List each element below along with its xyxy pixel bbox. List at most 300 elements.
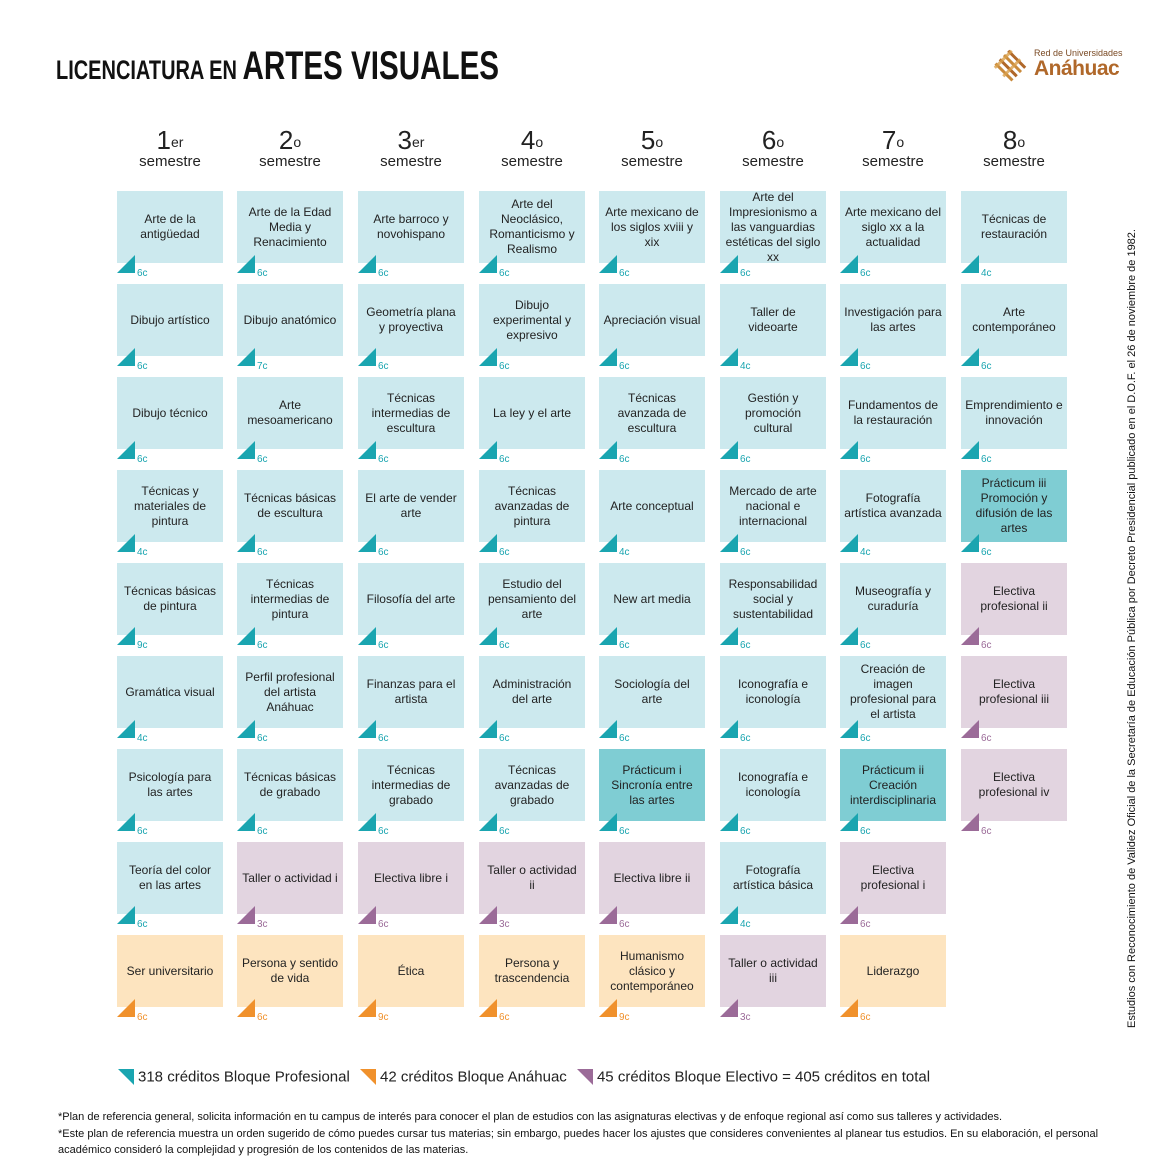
credit-value: 6c [981, 733, 992, 744]
course-name: Taller de videoarte [748, 305, 798, 334]
side-legal-text: Estudios con Reconocimiento de Validez Oficial de la Secretaría de Educación Pública por Decreto Presidencial publicado en el D.O.F. el 26 de noviembre de 1982. [1126, 229, 1138, 1028]
course-card [237, 749, 343, 821]
semester-ordinal-suffix: o [655, 134, 664, 150]
credit-value: 6c [499, 640, 510, 651]
course-card [599, 191, 705, 263]
credit-value: 6c [740, 733, 751, 744]
course-card [840, 284, 946, 356]
course-card [479, 935, 585, 1007]
credit-value: 6c [137, 454, 148, 465]
course-name: Dibujo artístico [130, 312, 210, 327]
credit-value: 6c [619, 361, 630, 372]
credit-marker-icon [237, 999, 255, 1017]
credit-marker-icon [479, 627, 497, 645]
legend-electivo: 45 créditos Bloque Electivo = 405 créditos en total [596, 1068, 931, 1086]
credit-value: 4c [740, 361, 751, 372]
credit-value: 6c [619, 919, 630, 930]
semester-header-7 [840, 125, 946, 171]
course-card [961, 377, 1067, 449]
credit-marker-icon [479, 813, 497, 831]
course-name: Humanismo clásico y contemporáneo [610, 948, 694, 993]
semester-number-value: 6 [761, 125, 777, 155]
course-name: Dibujo técnico [132, 405, 208, 420]
credit-value: 9c [137, 640, 148, 651]
page-title [56, 44, 499, 89]
credit-value: 6c [499, 733, 510, 744]
semester-label: semestre [742, 153, 804, 170]
course-card [479, 656, 585, 728]
course-card [840, 191, 946, 263]
credit-marker-icon [840, 627, 858, 645]
credit-value: 9c [619, 1012, 630, 1023]
course-card [479, 749, 585, 821]
course-card [237, 656, 343, 728]
credit-marker-icon [358, 720, 376, 738]
credit-value: 6c [499, 268, 510, 279]
credit-value: 6c [378, 826, 389, 837]
course-name: Técnicas avanzadas de pintura [494, 483, 570, 528]
semester-number [117, 125, 223, 155]
course-name: Museografía y curaduría [854, 584, 932, 613]
semester-number-value: 2 [278, 125, 294, 155]
course-name: Iconografía e iconología [737, 770, 809, 799]
credit-value: 6c [378, 454, 389, 465]
credit-value: 6c [499, 361, 510, 372]
credit-value: 6c [981, 361, 992, 372]
course-name: Creación de imagen profesional para el artista [849, 662, 937, 721]
credit-marker-icon [117, 813, 135, 831]
course-card [117, 470, 223, 542]
credit-value: 6c [619, 268, 630, 279]
course-name: Arte conceptual [610, 498, 694, 513]
semester-ordinal-suffix: er [171, 134, 184, 150]
credit-value: 4c [137, 547, 148, 558]
credit-marker-icon [720, 813, 738, 831]
course-card [358, 749, 464, 821]
course-card [961, 656, 1067, 728]
credit-value: 6c [137, 268, 148, 279]
course-name: La ley y el arte [492, 405, 572, 420]
credit-value: 6c [740, 640, 751, 651]
credit-marker-icon [840, 255, 858, 273]
course-name: Apreciación visual [603, 312, 701, 327]
credit-value: 6c [378, 268, 389, 279]
course-name: Técnicas avanzada de escultura [617, 390, 687, 435]
anahuac-logo [990, 44, 1123, 88]
credit-value: 6c [378, 640, 389, 651]
credit-marker-icon [358, 999, 376, 1017]
credit-value: 6c [499, 1012, 510, 1023]
semester-ordinal-suffix: o [1017, 134, 1026, 150]
course-name: Arte mesoamericano [247, 398, 333, 427]
footnote-1: *Plan de referencia general, solicita información en tu campus de interés para conocer el plan de estudios con las asignaturas electivas y de enfoque regional así como sus talleres y actividades. [58, 1111, 1003, 1123]
semester-label: semestre [259, 153, 321, 170]
credit-marker-icon [358, 441, 376, 459]
credit-value: 6c [981, 640, 992, 651]
course-card [237, 935, 343, 1007]
course-name: Administración del arte [492, 677, 572, 706]
course-name: Gestión y promoción cultural [744, 390, 802, 435]
semester-number [961, 125, 1067, 155]
credit-marker-icon [961, 534, 979, 552]
credit-value: 6c [499, 547, 510, 558]
credits-legend [118, 1068, 930, 1086]
course-card [720, 470, 826, 542]
course-name: Arte contemporáneo [972, 305, 1056, 334]
credit-value: 9c [378, 1012, 389, 1023]
credit-marker-icon [840, 813, 858, 831]
credit-marker-icon [358, 255, 376, 273]
course-card [840, 935, 946, 1007]
credit-value: 4c [137, 733, 148, 744]
credit-value: 3c [257, 919, 268, 930]
credit-marker-icon [720, 906, 738, 924]
credit-marker-icon [237, 813, 255, 831]
credit-value: 6c [257, 268, 268, 279]
credit-value: 6c [860, 826, 871, 837]
credit-marker-icon [358, 627, 376, 645]
course-card [479, 563, 585, 635]
semester-number [599, 125, 705, 155]
course-name: Electiva profesional iv [978, 770, 1050, 799]
course-card [358, 656, 464, 728]
semester-ordinal-suffix: o [776, 134, 785, 150]
course-name: Estudio del pensamiento del arte [487, 576, 577, 621]
course-name: Dibujo experimental y expresivo [492, 297, 572, 342]
credit-value: 7c [257, 361, 268, 372]
semester-number-value: 1 [156, 125, 171, 155]
credit-value: 6c [619, 640, 630, 651]
course-name: Técnicas básicas de escultura [243, 491, 337, 520]
credit-marker-icon [237, 720, 255, 738]
course-card [599, 749, 705, 821]
credit-value: 6c [619, 826, 630, 837]
credit-value: 6c [860, 640, 871, 651]
footnote-2: *Este plan de referencia muestra un orden sugerido de cómo puedes cursar tus materias; sin embargo, puedes hacer los ajustes que consideres convenientes al planear tus estudios. En su elaboración, el personal académico consideró la complejidad y progresión de los contenidos de las materias. [58, 1128, 1099, 1156]
course-name: Arte de la antigüedad [140, 212, 200, 241]
credit-value: 4c [619, 547, 630, 558]
credit-marker-icon [720, 348, 738, 366]
course-name: Técnicas básicas de pintura [123, 584, 217, 613]
course-name: Arte del Impresionismo a las vanguardias estéticas del siglo xx [725, 189, 821, 264]
credit-value: 6c [378, 361, 389, 372]
credit-marker-icon [599, 441, 617, 459]
course-name: Técnicas intermedias de escultura [371, 390, 451, 435]
course-card [720, 284, 826, 356]
credit-value: 6c [860, 733, 871, 744]
credit-value: 6c [257, 826, 268, 837]
course-name: Taller o actividad ii [487, 863, 577, 892]
semester-number-value: 4 [520, 125, 536, 155]
credit-marker-icon [237, 255, 255, 273]
credit-value: 6c [619, 454, 630, 465]
credit-marker-icon [720, 720, 738, 738]
credit-value: 6c [860, 919, 871, 930]
credit-marker-icon [840, 348, 858, 366]
semester-ordinal-suffix: o [896, 134, 905, 150]
course-card [479, 470, 585, 542]
course-card [117, 191, 223, 263]
course-name: Fotografía artística básica [732, 863, 814, 892]
course-name: Técnicas intermedias de grabado [371, 762, 451, 807]
course-card [840, 656, 946, 728]
course-card [479, 284, 585, 356]
semester-label: semestre [621, 153, 683, 170]
course-name: Taller o actividad iii [728, 956, 818, 985]
legend-profesional: 318 créditos Bloque Profesional [138, 1068, 350, 1086]
course-name: Arte mexicano del siglo xx a la actualidad [844, 204, 942, 249]
course-name: Electiva profesional i [860, 863, 926, 892]
credit-value: 6c [137, 1012, 148, 1023]
semester-number [358, 125, 464, 155]
course-name: Finanzas para el artista [366, 677, 456, 706]
course-card [961, 563, 1067, 635]
credit-marker-icon [237, 627, 255, 645]
credit-marker-icon [117, 441, 135, 459]
course-card [358, 377, 464, 449]
course-card [720, 935, 826, 1007]
credit-marker-icon [599, 627, 617, 645]
course-card [961, 191, 1067, 263]
credit-marker-icon [720, 534, 738, 552]
credit-value: 6c [740, 268, 751, 279]
course-name: Técnicas intermedias de pintura [250, 576, 330, 621]
credit-marker-icon [599, 720, 617, 738]
course-name: Arte de la Edad Media y Renacimiento [248, 204, 332, 249]
course-card [237, 191, 343, 263]
credit-value: 6c [740, 454, 751, 465]
semester-number [479, 125, 585, 155]
credit-value: 6c [257, 454, 268, 465]
semester-header-8 [961, 125, 1067, 171]
course-name: Prácticum ii Creación interdisciplinaria [849, 762, 937, 807]
course-name: Filosofía del arte [366, 591, 456, 606]
course-name: Arte del Neoclásico, Romanticismo y Realismo [489, 197, 575, 256]
credit-marker-icon [479, 720, 497, 738]
semester-number [237, 125, 343, 155]
semester-header-5 [599, 125, 705, 171]
course-card [720, 749, 826, 821]
credit-marker-icon [237, 534, 255, 552]
semester-header-4 [479, 125, 585, 171]
course-name: Electiva profesional iii [978, 677, 1050, 706]
credit-value: 6c [378, 547, 389, 558]
credit-marker-icon [599, 813, 617, 831]
course-card [599, 470, 705, 542]
semester-label: semestre [139, 153, 201, 170]
credit-marker-icon [479, 441, 497, 459]
credit-marker-icon [599, 255, 617, 273]
credit-marker-icon [479, 534, 497, 552]
semester-number-value: 7 [881, 125, 897, 155]
credit-value: 6c [860, 268, 871, 279]
credit-value: 4c [981, 268, 992, 279]
course-name: Teoría del color en las artes [128, 863, 212, 892]
course-name: Taller o actividad i [242, 870, 338, 885]
course-card [117, 377, 223, 449]
credit-marker-icon [961, 441, 979, 459]
course-card [237, 470, 343, 542]
credit-marker-icon [720, 999, 738, 1017]
course-name: Técnicas básicas de grabado [243, 770, 337, 799]
course-name: Técnicas avanzadas de grabado [494, 762, 570, 807]
course-card [599, 377, 705, 449]
credit-value: 6c [981, 454, 992, 465]
course-card [237, 284, 343, 356]
credit-value: 6c [619, 733, 630, 744]
course-name: Iconografía e iconología [737, 677, 809, 706]
course-name: Sociología del arte [614, 677, 690, 706]
course-name: Dibujo anatómico [243, 312, 337, 327]
course-card [961, 284, 1067, 356]
course-card [117, 284, 223, 356]
semester-label: semestre [983, 153, 1045, 170]
course-card [599, 935, 705, 1007]
electivo-marker-icon [577, 1069, 593, 1085]
course-card [358, 935, 464, 1007]
course-card [961, 749, 1067, 821]
credit-value: 6c [499, 454, 510, 465]
course-name: Fotografía artística avanzada [844, 491, 942, 520]
course-card [358, 191, 464, 263]
course-name: Geometría plana y proyectiva [366, 305, 456, 334]
credit-value: 6c [740, 547, 751, 558]
credit-value: 4c [860, 547, 871, 558]
credit-marker-icon [599, 999, 617, 1017]
semester-header-6 [720, 125, 826, 171]
course-name: Electiva profesional ii [980, 584, 1048, 613]
credit-value: 6c [257, 640, 268, 651]
course-card [840, 377, 946, 449]
credit-value: 6c [981, 547, 992, 558]
course-card [840, 749, 946, 821]
course-card [720, 656, 826, 728]
course-name: Electiva libre i [373, 870, 449, 885]
credit-marker-icon [961, 255, 979, 273]
course-card [720, 191, 826, 263]
credit-marker-icon [479, 348, 497, 366]
credit-value: 6c [378, 733, 389, 744]
course-card [117, 842, 223, 914]
credit-marker-icon [117, 999, 135, 1017]
credit-marker-icon [117, 906, 135, 924]
course-name: New art media [613, 591, 691, 606]
credit-value: 6c [137, 826, 148, 837]
course-name: Electiva libre ii [613, 870, 691, 885]
credit-marker-icon [840, 720, 858, 738]
semester-number [840, 125, 946, 155]
profesional-marker-icon [118, 1069, 134, 1085]
credit-value: 6c [257, 733, 268, 744]
course-card [840, 470, 946, 542]
credit-marker-icon [720, 255, 738, 273]
legend-anahuac: 42 créditos Bloque Anáhuac [379, 1068, 567, 1086]
course-card [237, 377, 343, 449]
logo-network-text: Red de Universidades [1034, 48, 1123, 58]
credit-value: 6c [257, 1012, 268, 1023]
credit-marker-icon [599, 534, 617, 552]
credit-marker-icon [117, 534, 135, 552]
logo-brand-text: Anáhuac [1034, 57, 1120, 80]
credit-value: 6c [860, 454, 871, 465]
semester-label: semestre [380, 153, 442, 170]
credit-marker-icon [479, 999, 497, 1017]
title-prefix: LICENCIATURA EN [56, 55, 243, 85]
credit-marker-icon [840, 534, 858, 552]
course-card [599, 284, 705, 356]
course-card [358, 284, 464, 356]
credit-value: 6c [137, 361, 148, 372]
course-card [720, 842, 826, 914]
semester-label: semestre [862, 153, 924, 170]
credit-marker-icon [961, 813, 979, 831]
credit-marker-icon [117, 627, 135, 645]
credit-marker-icon [117, 255, 135, 273]
anahuac-logo-icon [990, 46, 1030, 86]
credit-marker-icon [237, 441, 255, 459]
semester-header-2 [237, 125, 343, 171]
course-card [840, 842, 946, 914]
course-card [358, 470, 464, 542]
course-card [117, 935, 223, 1007]
credit-value: 3c [740, 1012, 751, 1023]
course-card [479, 377, 585, 449]
semester-ordinal-suffix: o [535, 134, 544, 150]
course-name: El arte de vender arte [365, 491, 457, 520]
credit-value: 6c [860, 1012, 871, 1023]
course-name: Emprendimiento e innovación [965, 398, 1063, 427]
credit-marker-icon [961, 627, 979, 645]
credit-marker-icon [117, 348, 135, 366]
course-card [599, 656, 705, 728]
credit-marker-icon [237, 348, 255, 366]
credit-marker-icon [840, 906, 858, 924]
course-name: Ser universitario [126, 963, 214, 978]
credit-marker-icon [840, 999, 858, 1017]
course-name: Liderazgo [866, 963, 920, 978]
credit-value: 6c [740, 826, 751, 837]
course-name: Psicología para las artes [128, 770, 212, 799]
course-name: Fundamentos de la restauración [847, 398, 939, 427]
course-name: Gramática visual [125, 684, 215, 699]
course-card [237, 842, 343, 914]
course-card [117, 656, 223, 728]
credit-marker-icon [720, 627, 738, 645]
semester-header-1 [117, 125, 223, 171]
credit-value: 4c [740, 919, 751, 930]
credit-value: 6c [981, 826, 992, 837]
credit-marker-icon [599, 348, 617, 366]
course-name: Investigación para las artes [844, 305, 942, 334]
course-name: Prácticum i Sincronía entre las artes [611, 762, 693, 807]
semester-label: semestre [501, 153, 563, 170]
course-card [117, 749, 223, 821]
course-name: Mercado de arte nacional e internacional [729, 483, 817, 528]
credit-marker-icon [358, 348, 376, 366]
course-card [358, 563, 464, 635]
course-name: Persona y trascendencia [494, 956, 570, 985]
title-main: ARTES VISUALES [242, 44, 500, 88]
course-card [479, 842, 585, 914]
credit-value: 6c [137, 919, 148, 930]
credit-marker-icon [961, 720, 979, 738]
credit-value: 6c [378, 919, 389, 930]
course-card [117, 563, 223, 635]
credit-marker-icon [720, 441, 738, 459]
course-card [358, 842, 464, 914]
course-card [840, 563, 946, 635]
course-name: Arte mexicano de los siglos xviii y xix [605, 204, 699, 249]
